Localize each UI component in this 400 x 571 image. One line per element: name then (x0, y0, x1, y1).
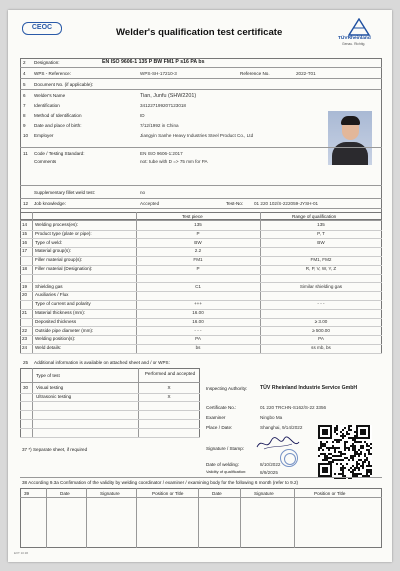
range-row-num: 17 (22, 248, 28, 254)
row-num: 9 (23, 123, 26, 128)
range-row-qualification-value: ss mb, bs (311, 345, 331, 351)
date-of-welding-value: 8/10/2022 (260, 462, 281, 467)
row-num: 7 (23, 103, 26, 108)
section-25-num: 25 (23, 360, 29, 365)
test-row-num: 30 (23, 385, 29, 390)
range-row-qualification-value: P, T (317, 230, 325, 236)
ceoc-logo-text: CEOC (31, 24, 53, 31)
certificate-no-label: Certificate No.: (206, 405, 237, 410)
welder-name-value: Tian, Junfu (SHW2201) (140, 92, 197, 99)
test-row-label: Visual testing (36, 385, 64, 390)
job-knowledge-label: Job knowledge: (34, 201, 66, 206)
date-of-welding-label: Date of welding: (206, 462, 239, 467)
identification-label: Identification (34, 103, 60, 108)
range-row-test-value: P (196, 230, 200, 236)
reference-no-label: Reference No. (240, 71, 270, 76)
range-row-test-value: 2.2 (194, 248, 202, 254)
row-num: 2 (23, 60, 26, 65)
validity-confirmation-text: 38 According 9.3a Confirmation of the validity by welding coordinator / examiner / examining body for the following 6 month (refer to 9.2) (22, 480, 299, 485)
range-row-label: Product type (plate or pipe): (35, 230, 92, 236)
confirm-col-signature-2: Signature (254, 491, 274, 496)
confirm-col-position-2: Position or Title (314, 491, 346, 496)
document-no-label: Document No. (if applicable): (34, 82, 94, 87)
range-row-label: Filler material group(s): (35, 257, 83, 263)
place-date-value: Shanghai, 9/14/2022 (260, 425, 303, 430)
employer-value: Jiangyin Sanhe Heavy Industries Steel Product Co., Ltd (140, 133, 254, 138)
range-row-num: 22 (22, 327, 28, 333)
comments-value: not: tube with D => 75 mm for PA (140, 159, 208, 164)
range-row-num: 24 (22, 345, 28, 351)
tuv-triangle-icon (348, 18, 370, 36)
examiner-label: Examiner (206, 415, 226, 420)
designation-value: EN ISO 9606-1 135 P BW FM1 P s16 PA bs (102, 58, 205, 65)
range-row-qualification-value: - - - (317, 301, 325, 307)
range-row-test-value: FM1 (193, 257, 203, 263)
qr-code (318, 425, 372, 479)
row-num: 8 (23, 113, 26, 118)
range-row-label: Outside pipe diameter (mm): (35, 327, 94, 333)
additional-info-text: Additional information is available on attached sheet and / or WPS: (34, 360, 170, 365)
col-test-piece: Test piece (182, 214, 203, 219)
supplementary-fillet-value: no (140, 190, 146, 195)
range-row-test-value: 16.00 (192, 318, 204, 324)
range-row-qualification-value: PA (318, 336, 324, 342)
range-row-num: 18 (22, 266, 28, 271)
range-row-label: Shielding gas (35, 283, 63, 289)
method-identification-label: Method of Identification (34, 113, 82, 118)
method-identification-value: ID (140, 113, 145, 118)
wps-reference-value: WPS-SH-17210-3 (140, 71, 177, 76)
range-row-num: 20 (22, 292, 28, 298)
row-num: 11 (23, 151, 28, 156)
form-code: EXT 10.96 (14, 551, 29, 555)
range-row-test-value: bs (195, 345, 201, 351)
welder-name-label: Welder's Name (34, 93, 66, 98)
birth-label: Date and place of birth: (34, 123, 82, 128)
official-stamp (280, 449, 298, 467)
range-row-test-value: 135 (194, 222, 202, 227)
signature-stamp-label: Signature / Stamp: (206, 446, 245, 451)
range-row-label: Welding process(es): (35, 222, 79, 227)
row-num: 6 (23, 93, 26, 98)
birth-value: 7/12/1992 in China (140, 123, 179, 128)
test-row-accepted-mark: X (167, 385, 171, 390)
test-row-label: Ultrasonic testing (36, 393, 72, 399)
confirm-col-date-2: Date (212, 491, 222, 496)
col-range-qualification: Range of qualification (292, 214, 337, 219)
range-row-test-value: PA (195, 336, 201, 342)
range-row-test-value: BW (194, 239, 202, 245)
range-row-label: Type of current and polarity (35, 301, 91, 307)
reference-no-value: 2022-T01 (296, 71, 316, 76)
range-row-num: 21 (22, 310, 28, 315)
test-row-accepted-mark: X (167, 393, 171, 399)
inspecting-authority-value: TÜV Rheinland Industrie Service GmbH (260, 384, 358, 391)
confirm-col-signature-1: Signature (100, 491, 120, 496)
identification-value: 341227199207123018 (140, 103, 186, 108)
range-row-label: Weld details: (35, 345, 62, 351)
range-row-test-value: C1 (195, 283, 201, 289)
col-type-of-test: Type of test (36, 373, 60, 378)
row-num: 10 (23, 133, 29, 138)
range-row-label: Filler material (Designation): (35, 266, 93, 271)
welder-photo (328, 111, 372, 165)
certificate-sheet (8, 10, 392, 562)
supplementary-fillet-label: Supplementary fillet weld test: (34, 190, 96, 195)
confirm-col-position-1: Position or Title (152, 491, 184, 496)
tuv-logo-text: TÜVRheinland (338, 36, 371, 41)
comments-label: Comments (34, 159, 57, 164)
signature-scribble (254, 433, 302, 453)
range-row-qualification-value: ≥ 3.00 (314, 318, 328, 324)
test-no-label: Test-No: (226, 201, 244, 206)
validity-label: Validity of qualification: (206, 469, 247, 474)
range-row-label: Material thickness (mm): (35, 310, 86, 315)
row-num: 4 (23, 71, 26, 76)
range-row-label: Welding position(s): (35, 336, 76, 342)
range-row-label: Material group(s): (35, 248, 71, 254)
range-row-num: 23 (22, 336, 28, 342)
range-row-test-value: +++ (193, 301, 203, 307)
examiner-value: Ningbo Ma (260, 415, 283, 420)
range-row-test-value: 16.00 (192, 310, 204, 315)
designation-label: Designation: (34, 60, 60, 65)
ceoc-logo (22, 22, 62, 35)
range-row-label: Type of weld: (35, 239, 63, 245)
range-row-num: 15 (22, 230, 28, 236)
row-num: 5 (23, 82, 26, 87)
range-row-qualification-value: FM1, FM2 (310, 257, 332, 263)
range-row-num: 16 (22, 239, 28, 245)
range-row-test-value: - - - (194, 327, 202, 333)
range-row-qualification-value: BW (317, 239, 325, 245)
separate-sheet-note: 37 *) Separate sheet, if required (22, 447, 88, 452)
range-row-label: Auxiliaries / Flux (35, 292, 69, 298)
confirm-col-date-1: Date (60, 491, 70, 496)
code-standard-label: Code / Testing Standard: (34, 151, 85, 156)
wps-reference-label: WPS - Reference: (34, 71, 72, 76)
col-performed-accepted: Performed and accepted (144, 371, 196, 376)
range-row-num: 14 (22, 222, 28, 227)
code-standard-value: EN ISO 9606-1:2017 (140, 151, 183, 156)
range-row-num: 19 (22, 283, 28, 289)
range-row-qualification-value: ≥ 500.00 (312, 327, 330, 333)
validity-value: 8/9/2025 (260, 470, 278, 475)
certificate-no-value: 01 220 TRCHN-S162/S-22 3356 (260, 405, 327, 410)
place-date-label: Place / Date: (206, 425, 233, 430)
job-knowledge-value: Accepted (140, 201, 160, 206)
range-row-qualification-value: R, P, V, W, Y, Z (305, 266, 337, 271)
range-row-qualification-value: Similar shielding gas (299, 283, 343, 289)
tuv-tagline: Genau. Richtig. (342, 42, 366, 46)
range-row-label: Deposited thickness (35, 318, 77, 324)
employer-label: Employer (34, 133, 54, 138)
range-row-qualification-value: 135 (317, 222, 325, 227)
row-num: 12 (23, 201, 29, 206)
range-row-test-value: P (196, 266, 200, 271)
inspecting-authority-label: Inspecting Authority: (206, 386, 248, 391)
confirmation-row-num: 39 (24, 491, 30, 496)
test-no-value: 01 220 102/S-222059-JYSH-01 (254, 201, 319, 206)
certificate-title: Welder's qualification test certificate (116, 27, 283, 38)
